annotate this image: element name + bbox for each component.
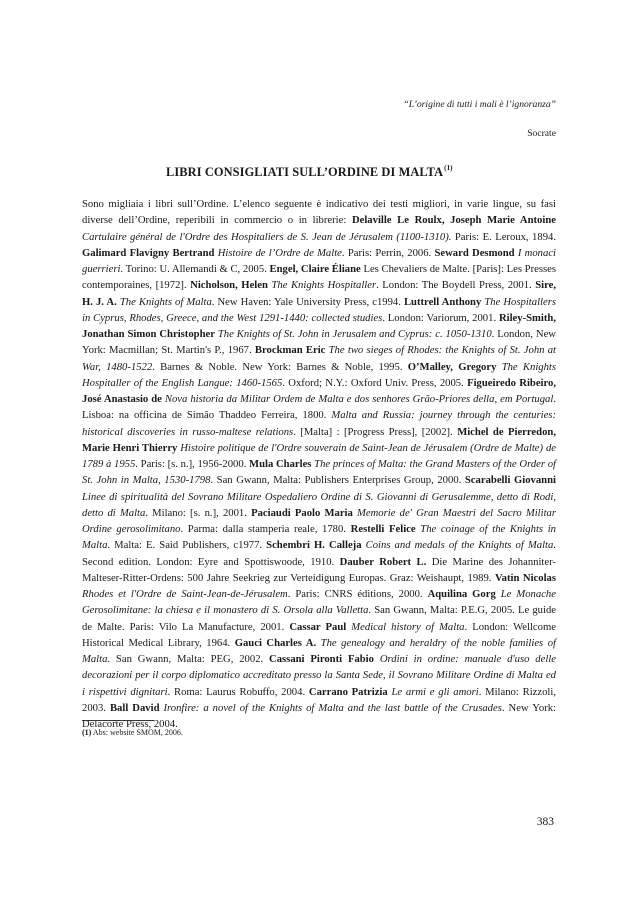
book-title: The Knights of Malta [119, 296, 212, 308]
book-title: The coinage of the Knights in Malta [82, 524, 556, 552]
book-title: The Hospitallers in Cyprus, Rhodes, Greece, and the West 1291-1440: collected studies [82, 296, 556, 324]
book-title: Histoire politique de l'Ordre souverain de Saint-Jean de Jérusalem (Ordre de Malte) de 1789 à 1955 [82, 442, 556, 470]
page-title [166, 164, 453, 180]
epigraph-quote: “L’origine di tutti i mali è l’ignoranza” [403, 99, 556, 110]
citation-text: . London, New York: Macmillan; St. Martin's P., 1967. [82, 329, 556, 357]
book-title: Linee di spiritualità del Sovrano Militare Ospedaliero Ordine di S. Giovanni di Gerusalemme, detto di Rodi, detto di Malta [82, 491, 556, 519]
footnote [82, 728, 183, 737]
author-name: O’Malley, Gregory [407, 361, 497, 373]
author-name: Galimard Flavigny Bertrand [82, 247, 215, 259]
author-name: Delaville Le Roulx, Joseph Marie Antoine [351, 215, 556, 227]
page-title-text: LIBRI CONSIGLIATI SULL’ORDINE DI MALTA [166, 165, 444, 179]
citation-text: . London: Variorum, 2001. [382, 312, 499, 324]
citation-text: . Paris: Perrin, 2006. [341, 247, 435, 259]
author-name: Seward Desmond [434, 247, 515, 259]
author-name: Ball David [109, 702, 160, 714]
author-name: Luttrell Anthony [403, 296, 482, 308]
author-name: Engel, Claire Éliane [269, 264, 361, 275]
author-name: Gauci Charles A. [234, 637, 317, 649]
citation-text: . San Gwann, Malta: PEG, 2002. [107, 654, 270, 665]
citation-text: Die Marine des Johanniter-Malteser-Ritter-Ordens: 500 Jahre Seekrieg zur Verteidigung Europas. Graz: Weishaupt, 1989. [82, 556, 556, 584]
epigraph-author: Socrate [527, 128, 556, 139]
citation-text: . Barnes & Noble. New York: Barnes & Noble, 1995. [152, 361, 408, 373]
book-title: The Knights Hospitaller [271, 280, 377, 292]
author-name: Michel de Pierredon, Marie Henri Thierry [82, 426, 556, 454]
book-title: The Knights Hospitaller of the English Langue: 1460-1565 [82, 361, 557, 389]
author-name: Scarabelli Giovanni [464, 475, 556, 487]
author-name: Brockman Eric [254, 345, 326, 357]
book-title: Cartulaire général de l'Ordre des Hospitaliers de S. Jean de Jérusalem (1100-1310). [82, 231, 452, 243]
citation-text: . Parma: dalla stamperia reale, 1780. [180, 524, 351, 535]
book-title: Le Monache Gerosolimitane: la chiesa e il monastero di S. Orsola alla Valletta [82, 589, 556, 617]
page-number: 383 [536, 816, 554, 828]
author-name: Cassani Pironti Fabio [269, 654, 374, 665]
book-title: Medical history of Malta [351, 621, 465, 633]
author-name: Mula Charles [249, 459, 312, 470]
book-title: The Knights of St. John in Jerusalem and Cyprus: c. 1050-1310 [217, 329, 492, 340]
author-name: Sire, H. J. A. [82, 280, 556, 308]
book-title: Le armi e gli amori [391, 686, 479, 698]
book-title: Histoire de l’Ordre de Malte [217, 247, 342, 259]
book-title: Coins and medals of the Knights of Malta [365, 540, 554, 552]
book-title: Ironfire: a novel of the Knights of Malta and the last battle of the Crusades [163, 702, 502, 714]
epigraph [403, 98, 556, 141]
footnote-text: Abs: website SMOM, 2006. [91, 728, 183, 737]
author-name: Carrano Patrizia [308, 686, 388, 698]
citation-text: . Malta: E. Said Publishers, c1977. [107, 540, 267, 552]
bibliography-paragraph [82, 197, 556, 733]
book-title: The genealogy and heraldry of the noble families of Malta [82, 637, 556, 665]
book-title: Malta and Russia: journey through the centuries: historical discoveries in russo-maltese relations [82, 410, 556, 438]
citation-text: . Paris: CNRS éditions, 2000. [287, 589, 428, 600]
author-name: Dauber Robert L. [339, 556, 427, 568]
citation-text: . San Gwann, Malta: P.E.G, 2005. Le guide de Malte. Paris: Vilo La Manufacture, 2001. [82, 605, 556, 633]
citation-text: . Oxford; N.Y.: Oxford Univ. Press, 2005. [282, 377, 468, 389]
author-name: Paciaudi Paolo Maria [251, 507, 353, 519]
footnote-number: (1) [82, 728, 92, 737]
citation-text: . [Malta] : [Progress Press], [2002]. [293, 426, 458, 438]
footnote-separator [82, 720, 154, 721]
title-footnote-marker: (1) [444, 164, 453, 172]
citation-text: . New Haven: Yale University Press, c1994. [211, 296, 404, 308]
book-title: Rhodes et l'Ordre de Saint-Jean-de-Jérusalem [82, 589, 288, 600]
author-name: Restelli Felice [350, 524, 416, 535]
citation-text: . Lisboa: na officina de Simão Thaddeo Ferreira, 1800. [82, 394, 556, 422]
book-title: Nova historia da Militar Ordem de Malta e dos senhores Grão-Priores della, em Portugal [164, 394, 554, 405]
author-name: Figueiredo Ribeiro, José Anastasio de [82, 377, 557, 405]
book-title: I monaci guerrieri [82, 247, 556, 275]
citation-text: Sono migliaia i libri sull’Ordine. L’elenco seguente è indicativo dei testi migliori, in varie lingue, su fasi diverse dell’Ordine, reperibili in commercio o in librerie: [82, 199, 556, 227]
author-name: Aquilina Gorg [427, 589, 496, 600]
author-name: Vatin Nicolas [494, 572, 556, 584]
book-title: Ordini in ordine: manuale d'uso delle decorazioni per il corpo diplomatico accreditato presso la Santa Sede, il Sovrano Militare Ordine di Malta ed i rispettivi dignitari [82, 654, 556, 698]
citation-text: . New York: Delacorte Press, 2004. [82, 702, 556, 730]
book-title: The two sieges of Rhodes: the Knights of St. John at War, 1480-1522 [82, 345, 556, 373]
citation-text: . London: Wellcome Historical Medical Library, 1964. [82, 621, 556, 649]
citation-text: . Torino: U. Allemandi & C, 2005. [120, 264, 270, 275]
citation-text: . London: The Boydell Press, 2001. [376, 280, 536, 292]
author-name: Nicholson, Helen [190, 280, 268, 292]
author-name: Cassar Paul [289, 621, 347, 633]
citation-text: . Milano: [s. n.], 2001. [145, 507, 252, 519]
book-title: Memorie de' Gran Maestri del Sacro Militar Ordine gerosolimitano [82, 507, 556, 535]
citation-text: . Paris: [s. n.], 1956-2000. [135, 459, 250, 470]
citation-text: . Roma: Laurus Robuffo, 2004. [167, 686, 309, 698]
book-title: The princes of Malta: the Grand Masters of the Order of St. John in Malta, 1530-1798 [82, 459, 556, 487]
citation-text: . Milano: Rizzoli, 2003. [82, 686, 556, 714]
author-name: Riley-Smith, Jonathan Simon Christopher [82, 312, 556, 340]
citation-text: . Second edition. London: Eyre and Spottiswoode, 1910. [82, 540, 556, 568]
citation-text: Paris: E. Leroux, 1894. [451, 231, 556, 243]
citation-text: Les Chevaliers de Malte. [Paris]: Les Presses contemporaines, [1972]. [82, 264, 556, 292]
citation-text: . San Gwann, Malta: Publishers Enterprises Group, 2000. [210, 475, 465, 487]
author-name: Schembri H. Calleja [266, 540, 362, 552]
